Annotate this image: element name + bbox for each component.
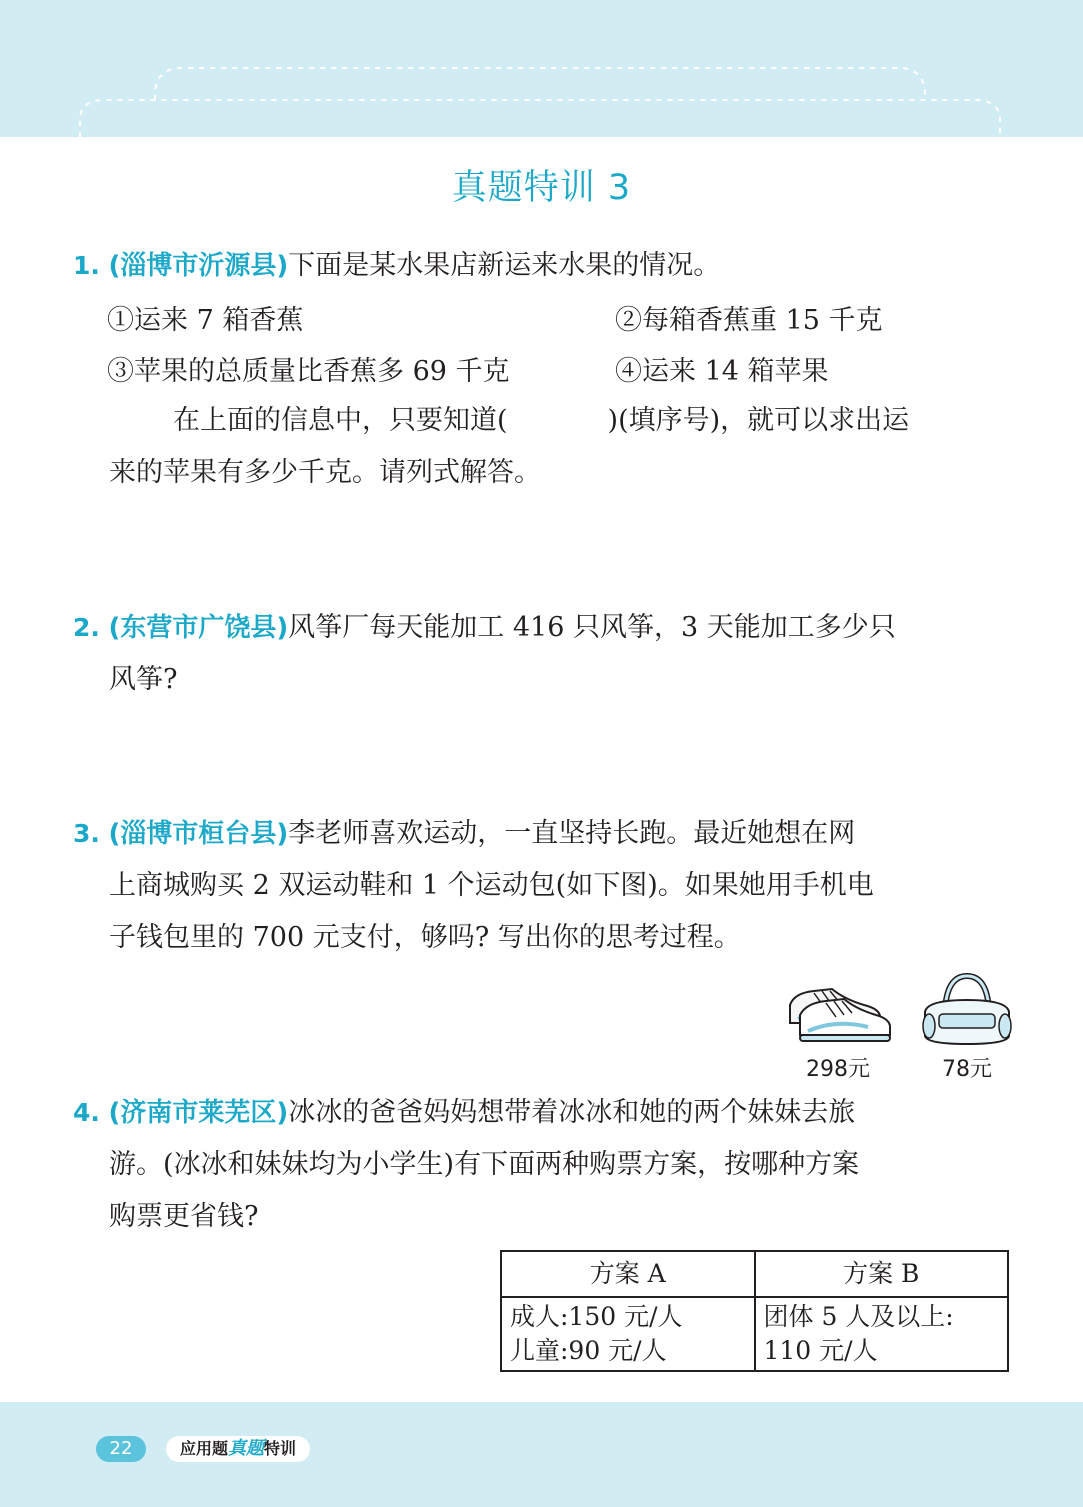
question-number: 4.	[73, 1098, 100, 1127]
table-header-row	[501, 1251, 1008, 1297]
question-text: 在上面的信息中，只要知道(	[173, 405, 508, 436]
option-1: ①运来 7 箱香蕉	[107, 305, 304, 336]
ticket-plan-table	[500, 1250, 1009, 1372]
option-3: ③苹果的总质量比香蕉多 69 千克	[107, 356, 510, 387]
page-number: 22	[96, 1436, 146, 1462]
question-text: 游。(冰冰和妹妹均为小学生)有下面两种购票方案，按哪种方案	[109, 1149, 860, 1180]
question-text: 来的苹果有多少千克。请列式解答。	[109, 457, 541, 488]
table-row	[501, 1297, 1008, 1371]
question-source: (淄博市桓台县)	[108, 819, 289, 849]
question-number: 2.	[73, 613, 100, 642]
plan-a-adult-price: 成人:150 元/人	[510, 1302, 683, 1331]
question-text: 风筝厂每天能加工 416 只风筝，3 天能加工多少只	[288, 612, 896, 643]
question-1	[73, 240, 1013, 292]
question-3	[73, 808, 1013, 964]
question-2	[73, 602, 1013, 706]
dashed-frame-decoration	[0, 0, 1083, 137]
book-title-highlight: 真题	[228, 1438, 264, 1459]
question-text: 风筝?	[109, 664, 178, 695]
book-title-part: 特训	[264, 1439, 297, 1458]
plan-a-child-price: 儿童:90 元/人	[510, 1336, 667, 1365]
question-text: )(填序号)，就可以求出运	[607, 405, 910, 436]
question-source: (济南市莱芜区)	[108, 1098, 289, 1128]
footer-band	[0, 1402, 1083, 1507]
header-band	[0, 0, 1083, 137]
plan-a-cell	[501, 1297, 755, 1371]
question-number: 1.	[73, 251, 100, 280]
bag-price: 78元	[942, 1057, 992, 1082]
question-1-body	[73, 395, 1013, 499]
question-text: 购票更省钱?	[109, 1201, 259, 1232]
question-source: (淄博市沂源县)	[108, 251, 289, 281]
book-title-badge	[166, 1436, 310, 1462]
question-4	[73, 1087, 1013, 1243]
plan-b-header: 方案 B	[755, 1251, 1009, 1297]
question-text: 子钱包里的 700 元支付，够吗? 写出你的思考过程。	[109, 922, 741, 953]
plan-b-cell	[755, 1297, 1009, 1371]
plan-b-condition: 团体 5 人及以上:	[763, 1302, 954, 1331]
sports-bag-icon	[917, 972, 1017, 1047]
page-title: 真题特训 3	[451, 168, 632, 208]
question-text: 冰冰的爸爸妈妈想带着冰冰和她的两个妹妹去旅	[288, 1097, 856, 1128]
question-number: 3.	[73, 819, 100, 848]
plan-b-price: 110 元/人	[763, 1336, 878, 1365]
question-text: 下面是某水果店新运来水果的情况。	[288, 250, 721, 281]
option-4: ④运来 14 箱苹果	[615, 356, 829, 387]
shoe-price: 298元	[806, 1057, 870, 1082]
plan-a-header: 方案 A	[501, 1251, 755, 1297]
sneakers-icon	[784, 985, 894, 1045]
book-title-part: 应用题	[179, 1439, 228, 1458]
question-source: (东营市广饶县)	[108, 613, 289, 643]
question-text: 上商城购买 2 双运动鞋和 1 个运动包(如下图)。如果她用手机电	[109, 870, 874, 901]
question-text: 李老师喜欢运动，一直坚持长跑。最近她想在网	[288, 818, 856, 849]
option-2: ②每箱香蕉重 15 千克	[615, 305, 883, 336]
